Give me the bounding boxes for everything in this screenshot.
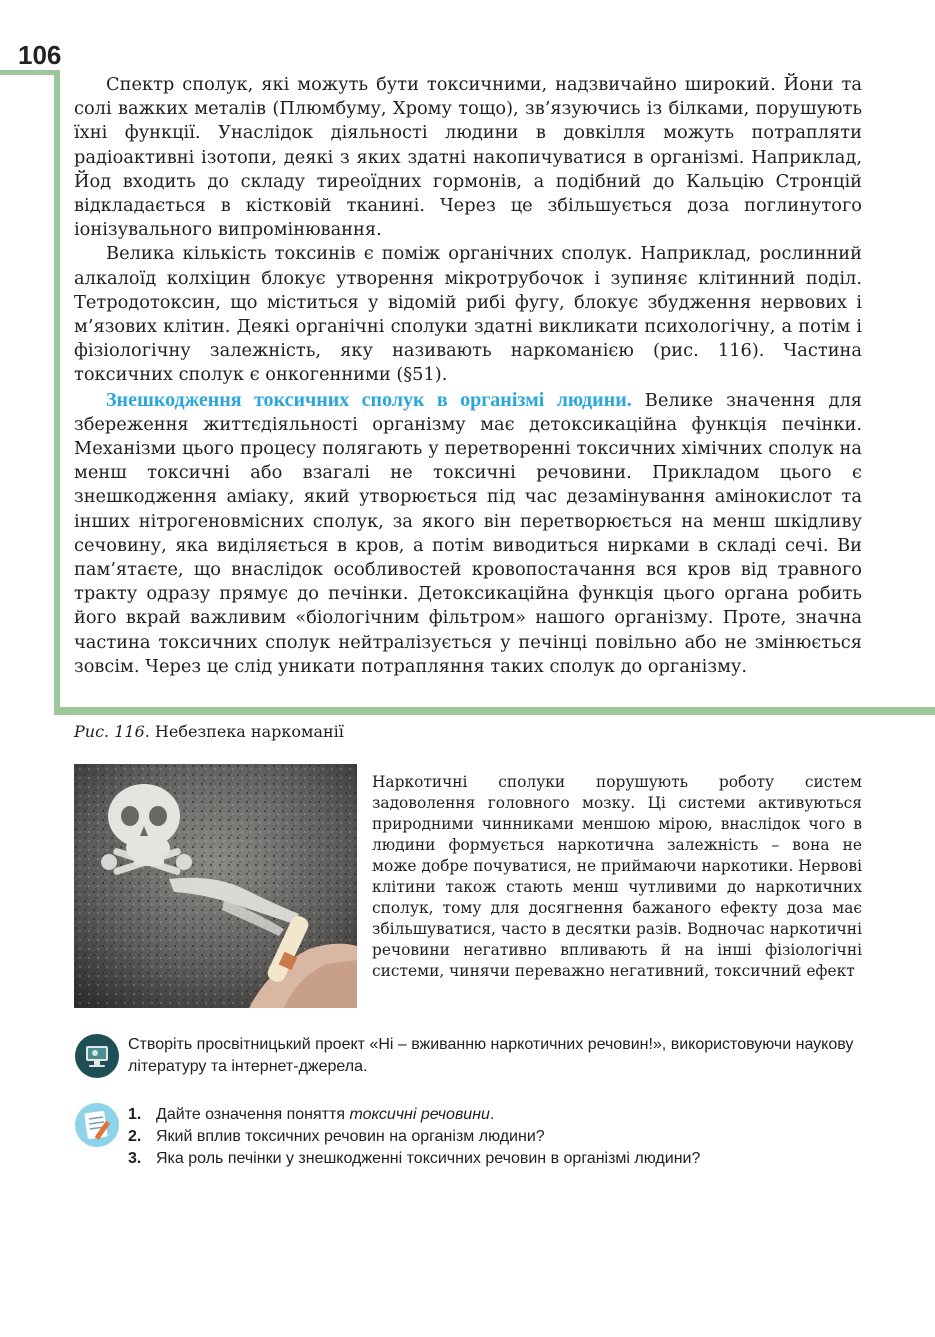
question-text: Дайте означення поняття: [156, 1106, 350, 1123]
main-text: [74, 73, 862, 679]
figure-title: Небезпека наркоманії: [154, 722, 344, 741]
figure-description: Наркотичні сполуки порушують роботу систем задоволення головного мозку. Ці системи активуються природними чинниками меншою мірою, внаслідок чого в людини формується наркотична залежність – вона не може добре почуватися, не приймаючи наркотики. Нервові клітини також стають менш чутливими до наркотичних сполук, тому для досягнення бажаного ефекту доза має збільшуватися, часто в десятки разів. Водночас наркотичні речовини негативно впливають й на інші фізіологічні системи, чинячи переважно негативний, токсичний ефект: [372, 773, 862, 980]
paragraph-3: [74, 388, 862, 679]
frame-bottom-bar: [54, 707, 935, 715]
paragraph-1: Спектр сполук, які можуть бути токсичними, надзвичайно широкий. Йони та солі важких металів (Плюмбуму, Хрому тощо), зв’язуючись із білками, порушують їхні функції. Унаслідок діяльності людини в довкілля можуть потрапляти радіоактивні ізотопи, деякі з яких здатні накопичуватися в організмі. Наприклад, Йод входить до складу тиреоїдних гормонів, а подібний до Кальцію Стронцій відкладається в кістковій тканині. Через це збільшується доза поглинутого іонізувального випромінювання.: [74, 74, 862, 241]
question-end: .: [489, 1106, 495, 1123]
figure-photo: [74, 764, 357, 1008]
question-text: Яка роль печінки у знешкодженні токсичних речовин в організмі людини?: [156, 1150, 701, 1167]
question-term: токсичні речовини: [349, 1106, 490, 1123]
paragraph-2: Велика кількість токсинів є поміж органічних сполук. Наприклад, рослинний алкалоїд колхіцин блокує утворення мікротрубочок і зупиняє клітинний поділ. Тетродотоксин, що міститься у відомій рибі фугу, блокує збудження нервових і м’язових клітин. Деякі органічні сполуки здатні викликати психологічну, а потім і фізіологічну залежність, яку називають наркоманією (рис. 116). Частина токсичних сполук є онкогенними (§51).: [74, 243, 862, 386]
frame-top-strip: [0, 70, 60, 75]
question-text: Який вплив токсичних речовин на організм людини?: [156, 1128, 545, 1145]
frame-left-bar: [54, 70, 60, 715]
question-2: [128, 1126, 888, 1148]
question-number: 2.: [128, 1128, 142, 1145]
question-number: 3.: [128, 1150, 142, 1167]
figure-separator: .: [144, 722, 155, 741]
page-number: 106: [18, 40, 62, 70]
question-number: 1.: [128, 1106, 142, 1123]
computer-monitor-icon: [74, 1033, 120, 1079]
paragraph-3-text: Велике значення для збереження життєдіяльності організму має детоксикаційна функція печінки. Механізми цього процесу полягають у перетворенні токсичних хімічних сполук на менш токсичні або взагалі не токсичні речовини. Прикладом цього є знешкодження аміаку, який утворюється під час дезамінування амінокислот та інших нітрогеновмісних сполук, за якого він перетворюється на менш шкідливу сечовину, яка виділяється в кров, а потім виводиться нирками в складі сечі. Ви пам’ятаєте, що внаслідок особливостей кровопостачання вся кров від травного тракту одразу прямує до печінки. Детоксикаційна функція цього органа робить його вкрай важливим «біологічним фільтром» нашого організму. Проте, значна частина токсичних сполук нейтралізується у печінці повільно або не змінюється зовсім. Через це слід уникати потрапляння таких сполук до організму.: [74, 389, 863, 677]
question-1: [128, 1104, 888, 1126]
notebook-pencil-icon: [74, 1102, 120, 1148]
question-3: [128, 1148, 888, 1170]
skull-powder-illustration: [74, 764, 357, 1008]
figure-number: Рис. 116: [74, 722, 145, 741]
section-heading: Знешкодження токсичних сполук в організмі людини.: [106, 388, 632, 411]
review-questions: [128, 1104, 888, 1170]
project-task: Створіть просвітницький проект «Ні – вживанню наркотичних речовин!», використовуючи наукову літературу та інтернет-джерела.: [128, 1036, 854, 1075]
figure-caption: [74, 722, 344, 741]
